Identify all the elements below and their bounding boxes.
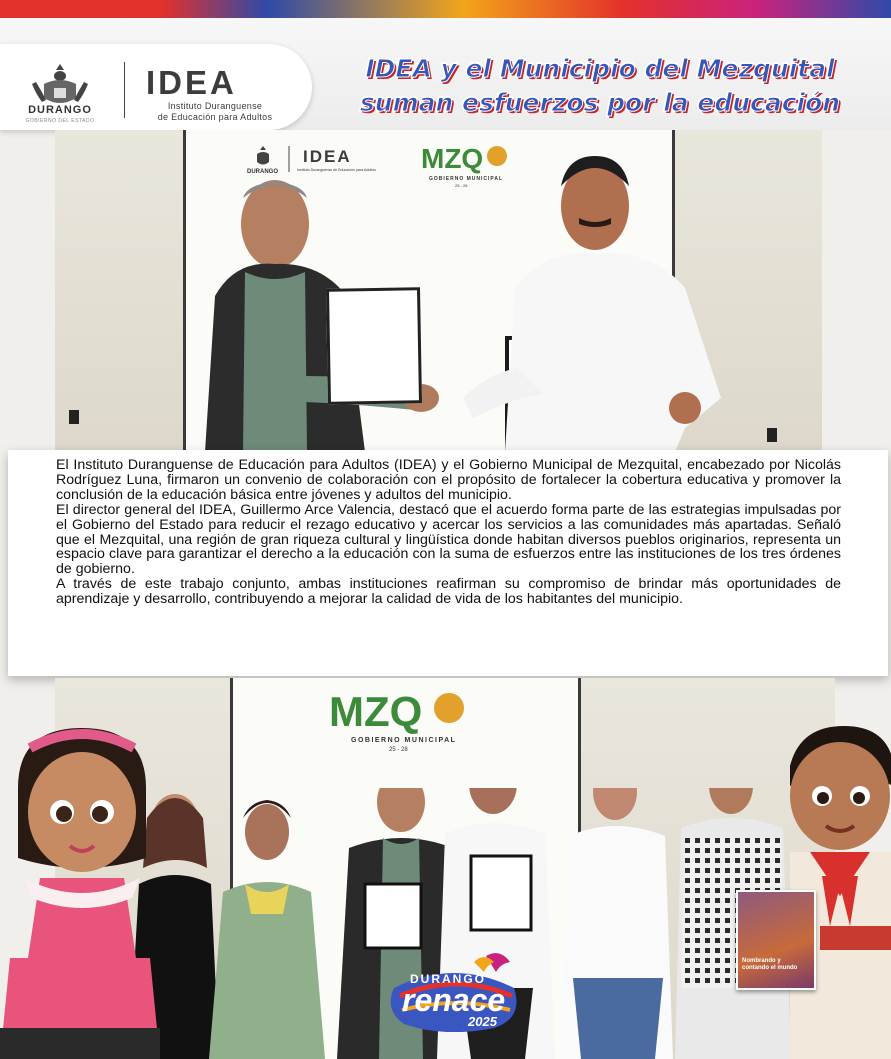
wall-mzq-years: 25 - 28	[455, 183, 468, 188]
headline	[330, 52, 870, 120]
article-body	[56, 458, 841, 607]
durango-logo-text: DURANGO	[28, 104, 92, 116]
durango-renace-badge	[390, 948, 522, 1032]
renace-main-text: renace	[402, 982, 506, 1018]
wall-idea-sub: Instituto Duranguense de Educación para Adultos	[297, 168, 376, 172]
idea-fullname-line1: Instituto Duranguense	[167, 101, 263, 111]
book-title: Nombrando y contando el mundo	[742, 958, 798, 971]
girl-mascot-figure	[0, 728, 160, 1059]
headline-line2: suman esfuerzos por la educación	[359, 88, 841, 117]
article-paragraph: El director general del IDEA, Guillermo Arce Valencia, destacó que el acuerdo forma parte de las estrategias impulsadas por el Gobierno del Estado para reducir el rezago educativo y acercar los servicios a las comunidades más apartadas. Señaló que el Mezquital, una región de gran riqueza cultural y lingüística donde habitan diversos pueblos originarios, representa un espacio clave para garantizar el derecho a la educación con la suma de esfuerzos entre las instituciones de los tres órdenes de gobierno.	[56, 501, 841, 578]
article-paragraph: El Instituto Duranguense de Educación para Adultos (IDEA) y el Gobierno Municipal de Mezquital, encabezado por Nicolás Rodríguez Luna, firmaron un convenio de colaboración con el propósito de fortalecer la cobertura educativa y promover la conclusión de la educación básica entre jóvenes y adultos del municipio.	[56, 457, 841, 503]
durango-logo-tagline: GOBIERNO DEL ESTADO	[25, 118, 95, 124]
wall-socket	[69, 410, 79, 424]
logo-divider	[124, 62, 125, 118]
wall-mzq-sub: GOBIERNO MUNICIPAL	[429, 176, 504, 182]
wall-mzq-text: MZQ	[329, 688, 423, 735]
wall-mzq-logo-large	[325, 678, 475, 754]
wall-idea-text: IDEA	[303, 147, 352, 166]
wall-durango-text: DURANGO	[247, 169, 278, 175]
wall-socket	[767, 428, 777, 442]
wall-idea-logo	[245, 142, 385, 176]
top-color-stripe	[0, 0, 891, 18]
wall-mzq-sub: GOBIERNO MUNICIPAL	[351, 737, 457, 744]
headline-line1: IDEA y el Municipio del Mezquital	[365, 54, 835, 83]
idea-fullname-line2: de Educación para Adultos	[157, 112, 273, 122]
idea-logo-fullname	[140, 101, 290, 123]
renace-year-text: 2025	[468, 1014, 497, 1029]
signing-photo	[55, 130, 822, 452]
idea-logo-acronym: IDEA	[146, 64, 237, 101]
logo-tab	[0, 44, 312, 130]
signed-document-left	[326, 287, 422, 405]
wall-mzq-years: 25 - 28	[389, 747, 408, 753]
wall-mzq-text: MZQ	[421, 143, 484, 174]
article-card	[8, 450, 888, 676]
renace-durango-text: DURANGO	[410, 972, 486, 986]
article-paragraph: A través de este trabajo conjunto, ambas instituciones reafirman su compromiso de brindar más oportunidades de aprendizaje y desarrollo, contribuyendo a mejorar la calidad de vida de los habitantes del municipio.	[56, 576, 841, 608]
right-official-figure	[445, 138, 735, 452]
book-cover	[736, 890, 816, 990]
